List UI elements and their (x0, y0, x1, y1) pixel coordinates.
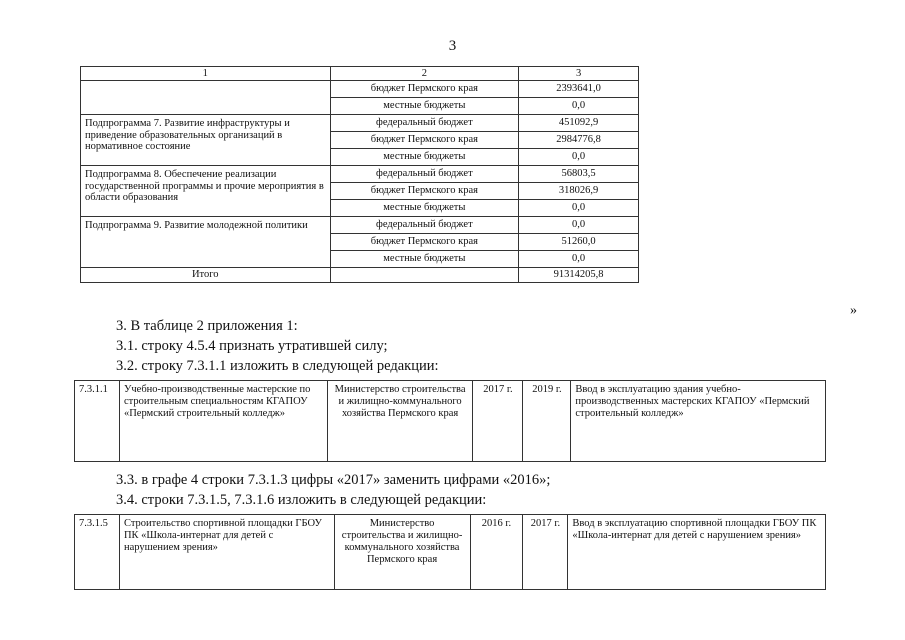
expected-result: Ввод в эксплуатацию спортивной площадки ГБОУ ПК «Школа-интернат для детей с нарушением зрения» (568, 515, 826, 590)
budget-source: бюджет Пермского края (330, 132, 519, 149)
budget-source: местные бюджеты (330, 98, 519, 115)
budget-source: бюджет Пермского края (330, 81, 519, 98)
budget-value: 0,0 (519, 200, 639, 217)
budget-source: местные бюджеты (330, 200, 519, 217)
table-row (81, 217, 639, 234)
budget-source: федеральный бюджет (330, 166, 519, 183)
paragraph-3-1: 3.1. строку 4.5.4 признать утратившей силу; (116, 338, 388, 354)
table-row (75, 381, 826, 462)
total-row (81, 268, 639, 283)
table-header-row (81, 67, 639, 81)
paragraph-3-4: 3.4. строки 7.3.1.5, 7.3.1.6 изложить в следующей редакции: (116, 492, 487, 508)
budget-source: местные бюджеты (330, 149, 519, 166)
row-7-3-1-5-table (74, 514, 826, 590)
budget-source: федеральный бюджет (330, 115, 519, 132)
table-row (81, 166, 639, 183)
end-year: 2017 г. (523, 515, 568, 590)
start-year: 2016 г. (470, 515, 523, 590)
total-empty-cell (330, 268, 519, 283)
budget-source: бюджет Пермского края (330, 234, 519, 251)
budget-value: 318026,9 (519, 183, 639, 200)
budget-value: 0,0 (519, 217, 639, 234)
paragraph-3-2: 3.2. строку 7.3.1.1 изложить в следующей редакции: (116, 358, 439, 374)
object-name: Учебно-производственные мастерские по строительным специальностям КГАПОУ «Пермский строительный колледж» (119, 381, 327, 462)
budget-value: 451092,9 (519, 115, 639, 132)
paragraph-3: 3. В таблице 2 приложения 1: (116, 318, 298, 334)
expected-result: Ввод в эксплуатацию здания учебно-производственных мастерских КГАПОУ «Пермский строительный колледж» (571, 381, 826, 462)
subprogram-name: Подпрограмма 9. Развитие молодежной политики (81, 217, 331, 268)
budget-value: 0,0 (519, 98, 639, 115)
ministry-name: Министерство строительства и жилищно-коммунального хозяйства Пермского края (334, 515, 470, 590)
row-7-3-1-1-table (74, 380, 826, 462)
budget-value: 56803,5 (519, 166, 639, 183)
budget-value: 51260,0 (519, 234, 639, 251)
closing-quote: » (850, 303, 857, 318)
object-name: Строительство спортивной площадки ГБОУ ПК «Школа-интернат для детей с нарушением зрения» (119, 515, 334, 590)
budget-value: 2393641,0 (519, 81, 639, 98)
column-header: 1 (81, 67, 331, 81)
budget-table (80, 66, 639, 283)
budget-source: федеральный бюджет (330, 217, 519, 234)
row-code: 7.3.1.5 (75, 515, 120, 590)
subprogram-name: Подпрограмма 7. Развитие инфраструктуры и приведение образовательных организаций в нормативное состояние (81, 115, 331, 166)
column-header: 3 (519, 67, 639, 81)
budget-source: местные бюджеты (330, 251, 519, 268)
table-row (75, 515, 826, 590)
paragraph-3-3: 3.3. в графе 4 строки 7.3.1.3 цифры «2017» заменить цифрами «2016»; (116, 472, 551, 488)
column-header: 2 (330, 67, 519, 81)
page-number: 3 (448, 38, 457, 54)
total-value: 91314205,8 (519, 268, 639, 283)
subprogram-cell-empty (81, 81, 331, 115)
subprogram-name: Подпрограмма 8. Обеспечение реализации государственной программы и прочие мероприятия в области образования (81, 166, 331, 217)
budget-value: 0,0 (519, 149, 639, 166)
budget-value: 0,0 (519, 251, 639, 268)
total-label: Итого (81, 268, 331, 283)
start-year: 2017 г. (473, 381, 523, 462)
ministry-name: Министерство строительства и жилищно-коммунального хозяйства Пермского края (327, 381, 473, 462)
budget-source: бюджет Пермского края (330, 183, 519, 200)
row-code: 7.3.1.1 (75, 381, 120, 462)
budget-value: 2984776,8 (519, 132, 639, 149)
end-year: 2019 г. (523, 381, 571, 462)
table-row (81, 81, 639, 98)
table-row (81, 115, 639, 132)
